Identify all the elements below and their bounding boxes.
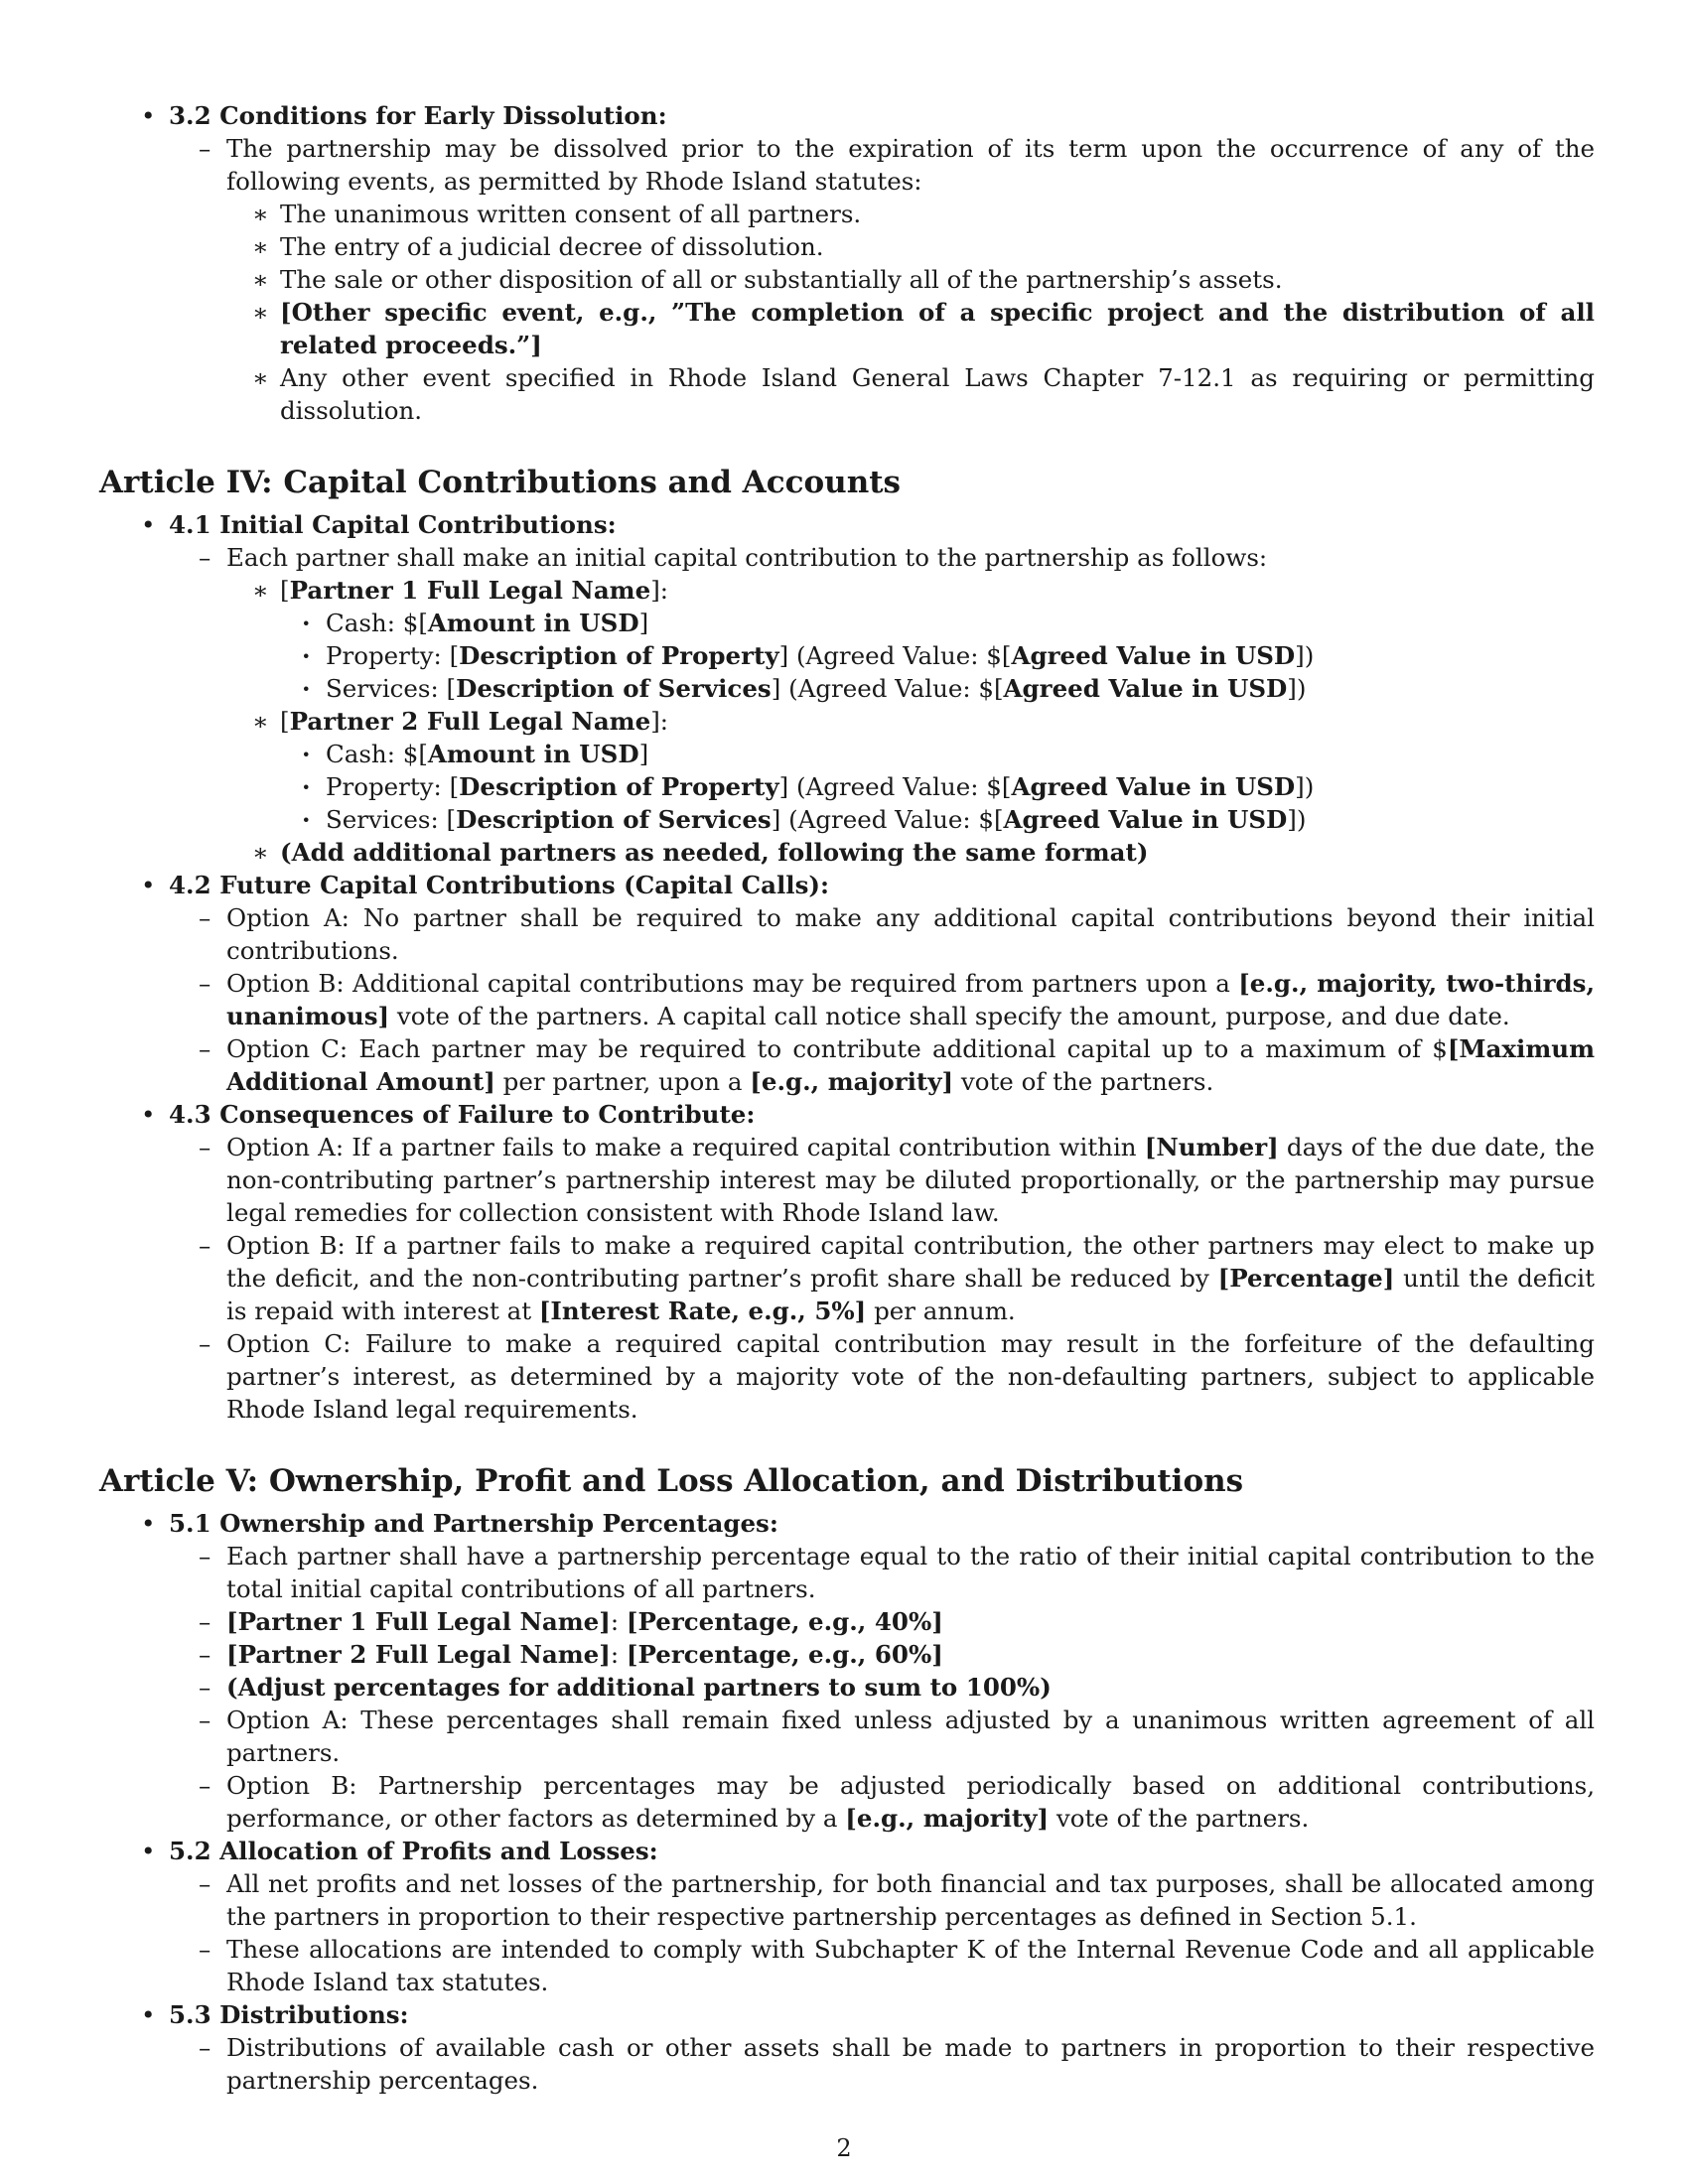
agreed-value: Agreed Value in USD bbox=[1011, 772, 1296, 801]
add-partners-text: (Add additional partners as needed, following the same format) bbox=[280, 838, 1149, 867]
option-text: vote of the partners. bbox=[1049, 1804, 1310, 1833]
cash-value: Amount in USD bbox=[427, 609, 639, 637]
dissolution-item: ∗ Any other event specified in Rhode Island General Laws Chapter 7-12.1 as requiring or permitting dissolution. bbox=[280, 361, 1595, 427]
partner-2-percentage: – [Partner 2 Full Legal Name]: [Percentage, e.g., 60%] bbox=[226, 1638, 1595, 1671]
agreed-label: (Agreed Value: $ bbox=[788, 641, 1002, 670]
dissolution-item-other-event bbox=[280, 296, 1595, 361]
placeholder-text: [Interest Rate, e.g., 5%] bbox=[538, 1297, 867, 1325]
section-4-3-option-b bbox=[226, 1229, 1595, 1327]
section-5-1-option-b bbox=[226, 1769, 1595, 1835]
page-number: 2 bbox=[836, 2134, 852, 2162]
partner-name: [Partner 2 Full Legal Name] bbox=[226, 1640, 611, 1669]
section-4-2-heading: • 4.2 Future Capital Contributions (Capital Calls): bbox=[169, 869, 1595, 901]
property-value: Description of Property bbox=[459, 641, 779, 670]
partner-2-cash: · Cash: $[Amount in USD] bbox=[326, 738, 1595, 770]
option-text: Option B: Additional capital contributions may be required from partners upon a bbox=[226, 969, 1239, 998]
option-text: Option B: Partnership percentages may be adjusted periodically based on additional contributions, performance, or other factors as determined by a bbox=[226, 1771, 1595, 1833]
document-body bbox=[99, 99, 1595, 2097]
section-5-1-intro: – Each partner shall have a partnership percentage equal to the ratio of their initial capital contribution to the total initial capital contributions of all partners. bbox=[226, 1540, 1595, 1605]
option-text: per partner, upon a bbox=[494, 1067, 751, 1096]
agreed-value: Agreed Value in USD bbox=[1011, 641, 1296, 670]
partner-name: Partner 2 Full Legal Name bbox=[289, 707, 651, 736]
placeholder-text: [Number] bbox=[1144, 1133, 1279, 1161]
section-5-1-heading: • 5.1 Ownership and Partnership Percentages: bbox=[169, 1507, 1595, 1540]
cash-label: Cash: $ bbox=[326, 740, 419, 768]
section-3-2-heading: • 3.2 Conditions for Early Dissolution: bbox=[169, 99, 1595, 132]
partner-1-cash: · Cash: $[Amount in USD] bbox=[326, 607, 1595, 639]
percentage-placeholder: [Percentage, e.g., 40%] bbox=[626, 1607, 943, 1636]
section-3-2-intro: – The partnership may be dissolved prior to the expiration of its term upon the occurrence of any of the following events, as permitted by Rhode Island statutes: bbox=[226, 132, 1595, 198]
property-value: Description of Property bbox=[459, 772, 779, 801]
option-text: Option A: If a partner fails to make a required capital contribution within bbox=[226, 1133, 1145, 1161]
section-5-2-para-2: – These allocations are intended to comply with Subchapter K of the Internal Revenue Code and all applicable Rhode Island tax statutes. bbox=[226, 1933, 1595, 1998]
partner-2-property: · Property: [Description of Property] (Agreed Value: $[Agreed Value in USD]) bbox=[326, 770, 1595, 803]
services-label: Services: bbox=[326, 674, 447, 703]
section-5-2-para-1: – All net profits and net losses of the partnership, for both financial and tax purposes, shall be allocated among the partners in proportion to their respective partnership percentages as defined in Section 5.1. bbox=[226, 1867, 1595, 1933]
adjust-text: (Adjust percentages for additional partners to sum to 100%) bbox=[226, 1673, 1052, 1702]
adjust-percentages-note bbox=[226, 1671, 1595, 1704]
placeholder-text: [Maximum Additional Amount] bbox=[226, 1034, 1595, 1096]
partner-2-services: · Services: [Description of Services] (Agreed Value: $[Agreed Value in USD]) bbox=[326, 803, 1595, 836]
property-label: Property: bbox=[326, 772, 450, 801]
agreed-value: Agreed Value in USD bbox=[1003, 674, 1288, 703]
section-4-3-option-a bbox=[226, 1131, 1595, 1229]
placeholder-text: [e.g., majority] bbox=[845, 1804, 1050, 1833]
partner-1-entry: ∗ [Partner 1 Full Legal Name]: bbox=[280, 574, 1595, 607]
other-event-text: [Other specific event, e.g., ”The completion of a specific project and the distribution of all related proceeds.”] bbox=[280, 298, 1595, 359]
cash-label: Cash: $ bbox=[326, 609, 419, 637]
section-4-2-option-a: – Option A: No partner shall be required to make any additional capital contributions beyond their initial contributions. bbox=[226, 901, 1595, 967]
partner-name: Partner 1 Full Legal Name bbox=[289, 576, 651, 605]
option-text: vote of the partners. bbox=[953, 1067, 1214, 1096]
cash-value: Amount in USD bbox=[427, 740, 639, 768]
section-5-3-para-1: – Distributions of available cash or other assets shall be made to partners in proportion to their respective partnership percentages. bbox=[226, 2031, 1595, 2097]
partner-2-entry: ∗ [Partner 2 Full Legal Name]: bbox=[280, 705, 1595, 738]
option-text: Option B: If a partner fails to make a required capital contribution, the other partners may elect to make up the deficit, and the non-contributing partner’s profit share shall be reduced by bbox=[226, 1231, 1595, 1293]
placeholder-text: [Percentage] bbox=[1217, 1264, 1395, 1293]
partner-1-services: · Services: [Description of Services] (Agreed Value: $[Agreed Value in USD]) bbox=[326, 672, 1595, 705]
section-4-1-heading: • 4.1 Initial Capital Contributions: bbox=[169, 508, 1595, 541]
services-value: Description of Services bbox=[456, 805, 772, 834]
add-partners-note bbox=[280, 836, 1595, 869]
services-label: Services: bbox=[326, 805, 447, 834]
option-text: days of the due date, the non-contributing partner’s partnership interest may be diluted proportionally, or the partnership may pursue legal remedies for collection consistent with Rhode Island law. bbox=[226, 1133, 1595, 1227]
section-4-3-option-c: – Option C: Failure to make a required capital contribution may result in the forfeiture of the defaulting partner’s interest, as determined by a majority vote of the non-defaulting partners, subject to applicable Rhode Island legal requirements. bbox=[226, 1327, 1595, 1426]
placeholder-text: [e.g., majority, two-thirds, unanimous] bbox=[226, 969, 1595, 1030]
section-4-2-option-b bbox=[226, 967, 1595, 1032]
dissolution-item: ∗ The entry of a judicial decree of dissolution. bbox=[280, 230, 1595, 263]
agreed-label: (Agreed Value: $ bbox=[780, 805, 994, 834]
article-4-heading: Article IV: Capital Contributions and Accounts bbox=[99, 465, 902, 500]
section-5-1-option-a: – Option A: These percentages shall remain fixed unless adjusted by a unanimous written agreement of all partners. bbox=[226, 1704, 1595, 1769]
agreed-value: Agreed Value in USD bbox=[1003, 805, 1288, 834]
option-text: per annum. bbox=[866, 1297, 1016, 1325]
section-4-2-option-c bbox=[226, 1032, 1595, 1098]
agreed-label: (Agreed Value: $ bbox=[780, 674, 994, 703]
option-text: until the deficit is repaid with interest at bbox=[226, 1264, 1595, 1325]
partner-name: [Partner 1 Full Legal Name] bbox=[226, 1607, 611, 1636]
services-value: Description of Services bbox=[456, 674, 772, 703]
section-4-1-intro: – Each partner shall make an initial capital contribution to the partnership as follows: bbox=[226, 541, 1595, 574]
placeholder-text: [e.g., majority] bbox=[750, 1067, 954, 1096]
option-text: vote of the partners. A capital call notice shall specify the amount, purpose, and due date. bbox=[389, 1002, 1510, 1030]
percentage-placeholder: [Percentage, e.g., 60%] bbox=[626, 1640, 943, 1669]
partner-1-property: · Property: [Description of Property] (Agreed Value: $[Agreed Value in USD]) bbox=[326, 639, 1595, 672]
partner-1-percentage: – [Partner 1 Full Legal Name]: [Percentage, e.g., 40%] bbox=[226, 1605, 1595, 1638]
property-label: Property: bbox=[326, 641, 450, 670]
article-5-heading: Article V: Ownership, Profit and Loss Allocation, and Distributions bbox=[99, 1463, 1244, 1499]
agreed-label: (Agreed Value: $ bbox=[788, 772, 1002, 801]
section-4-3-heading: • 4.3 Consequences of Failure to Contribute: bbox=[169, 1098, 1595, 1131]
section-5-3-heading: • 5.3 Distributions: bbox=[169, 1998, 1595, 2031]
dissolution-item: ∗ The sale or other disposition of all or substantially all of the partnership’s assets. bbox=[280, 263, 1595, 296]
option-text: Option C: Each partner may be required to contribute additional capital up to a maximum of $ bbox=[226, 1034, 1448, 1063]
dissolution-item: ∗ The unanimous written consent of all partners. bbox=[280, 198, 1595, 230]
section-5-2-heading: • 5.2 Allocation of Profits and Losses: bbox=[169, 1835, 1595, 1867]
